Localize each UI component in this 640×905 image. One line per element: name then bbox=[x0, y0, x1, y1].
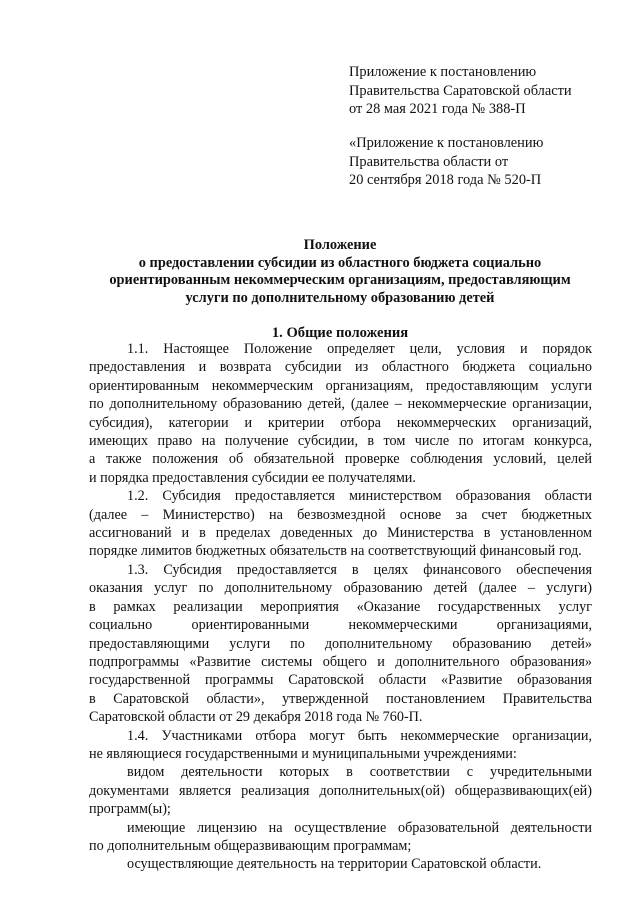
appendix-stamp-current bbox=[349, 63, 609, 119]
paragraph-line: социально ориентированными некоммерческими организациями, bbox=[89, 617, 592, 634]
paragraph-line: ориентированным некоммерческим организациям, предоставляющим услуги bbox=[89, 377, 592, 394]
document-body bbox=[89, 340, 592, 874]
paragraph-line: предоставления и возврата субсидии из областного бюджета социально bbox=[89, 359, 592, 376]
paragraph bbox=[89, 561, 592, 727]
title-line: услуги по дополнительному образованию детей bbox=[185, 289, 495, 306]
paragraph-line: оказания услуг по дополнительному образованию детей (далее – услуги) bbox=[89, 580, 592, 597]
paragraph-line: государственной программы Саратовской области «Развитие образования bbox=[89, 672, 592, 689]
paragraph-line: осуществляющие деятельность на территории Саратовской области. bbox=[127, 856, 542, 873]
paragraph-line: в Саратовской области», утвержденной постановлением Правительства bbox=[89, 690, 592, 707]
paragraph bbox=[89, 340, 592, 487]
paragraph-line: 1.3. Субсидия предоставляется в целях финансового обеспечения bbox=[127, 561, 592, 578]
paragraph-line: имеющих право на получение субсидии, в том числе по итогам конкурса, bbox=[89, 433, 592, 450]
stamp-line: «Приложение к постановлению bbox=[349, 135, 544, 151]
paragraph-line: Саратовской области от 29 декабря 2018 года № 760-П. bbox=[89, 709, 423, 726]
paragraph bbox=[89, 727, 592, 764]
paragraph-line: подпрограммы «Развитие системы общего и дополнительного образования» bbox=[89, 653, 592, 670]
stamp-line: Приложение к постановлению bbox=[349, 64, 537, 80]
paragraph-line: имеющие лицензию на осуществление образовательной деятельности bbox=[127, 819, 592, 836]
paragraph-line: 1.4. Участниками отбора могут быть некоммерческие организации, bbox=[127, 727, 592, 744]
paragraph-line: документами является реализация дополнительных(ой) общеразвивающих(ей) bbox=[89, 782, 592, 799]
paragraph-line: видом деятельности которых в соответствии с учредительными bbox=[127, 764, 592, 781]
paragraph-line: субсидия), категории и критерии отбора некоммерческих организаций, bbox=[89, 414, 592, 431]
stamp-line: Правительства Саратовской области bbox=[349, 82, 572, 99]
paragraph-line: предоставляющими услуги по дополнительному образованию детей» bbox=[89, 635, 592, 652]
paragraph bbox=[89, 487, 592, 561]
paragraph-line: программ(ы); bbox=[89, 801, 171, 818]
stamp-line: 20 сентября 2018 года № 520-П bbox=[349, 172, 542, 188]
paragraph-line: а также положения об обязательной проверке соблюдения условий, целей bbox=[89, 451, 592, 468]
paragraph-line: не являющиеся государственными и муниципальными учреждениями: bbox=[89, 745, 517, 762]
paragraph bbox=[89, 819, 592, 856]
paragraph bbox=[89, 763, 592, 818]
appendix-stamp-original bbox=[349, 134, 609, 190]
paragraph-line: по дополнительным общеразвивающим программам; bbox=[89, 837, 412, 854]
paragraph bbox=[89, 855, 592, 873]
document-title bbox=[80, 237, 600, 307]
paragraph-line: порядке лимитов бюджетных обязательств на соответствующий финансовый год. bbox=[89, 543, 582, 560]
paragraph-line: ассигнований и в пределах доведенных до Министерства в установленном bbox=[89, 525, 592, 542]
title-line: Положение bbox=[303, 237, 377, 253]
paragraph-line: (далее – Министерство) на безвозмездной основе за счет бюджетных bbox=[89, 506, 592, 523]
paragraph-line: по дополнительному образованию детей, (далее – некоммерческие организации, bbox=[89, 396, 592, 413]
paragraph-line: 1.1. Настоящее Положение определяет цели, условия и порядок bbox=[127, 341, 592, 357]
title-line: о предоставлении субсидии из областного бюджета социально bbox=[138, 254, 542, 271]
paragraph-line: 1.2. Субсидия предоставляется министерством образования области bbox=[127, 488, 592, 505]
stamp-line: Правительства области от bbox=[349, 153, 509, 170]
paragraph-line: и порядка предоставления субсидии ее получателями. bbox=[89, 469, 416, 486]
section-heading: 1. Общие положения bbox=[271, 325, 409, 341]
paragraph-line: в рамках реализации мероприятия «Оказание государственных услуг bbox=[89, 598, 592, 615]
title-line: ориентированным некоммерческим организациям, предоставляющим bbox=[109, 272, 571, 288]
stamp-line: от 28 мая 2021 года № 388-П bbox=[349, 101, 526, 117]
